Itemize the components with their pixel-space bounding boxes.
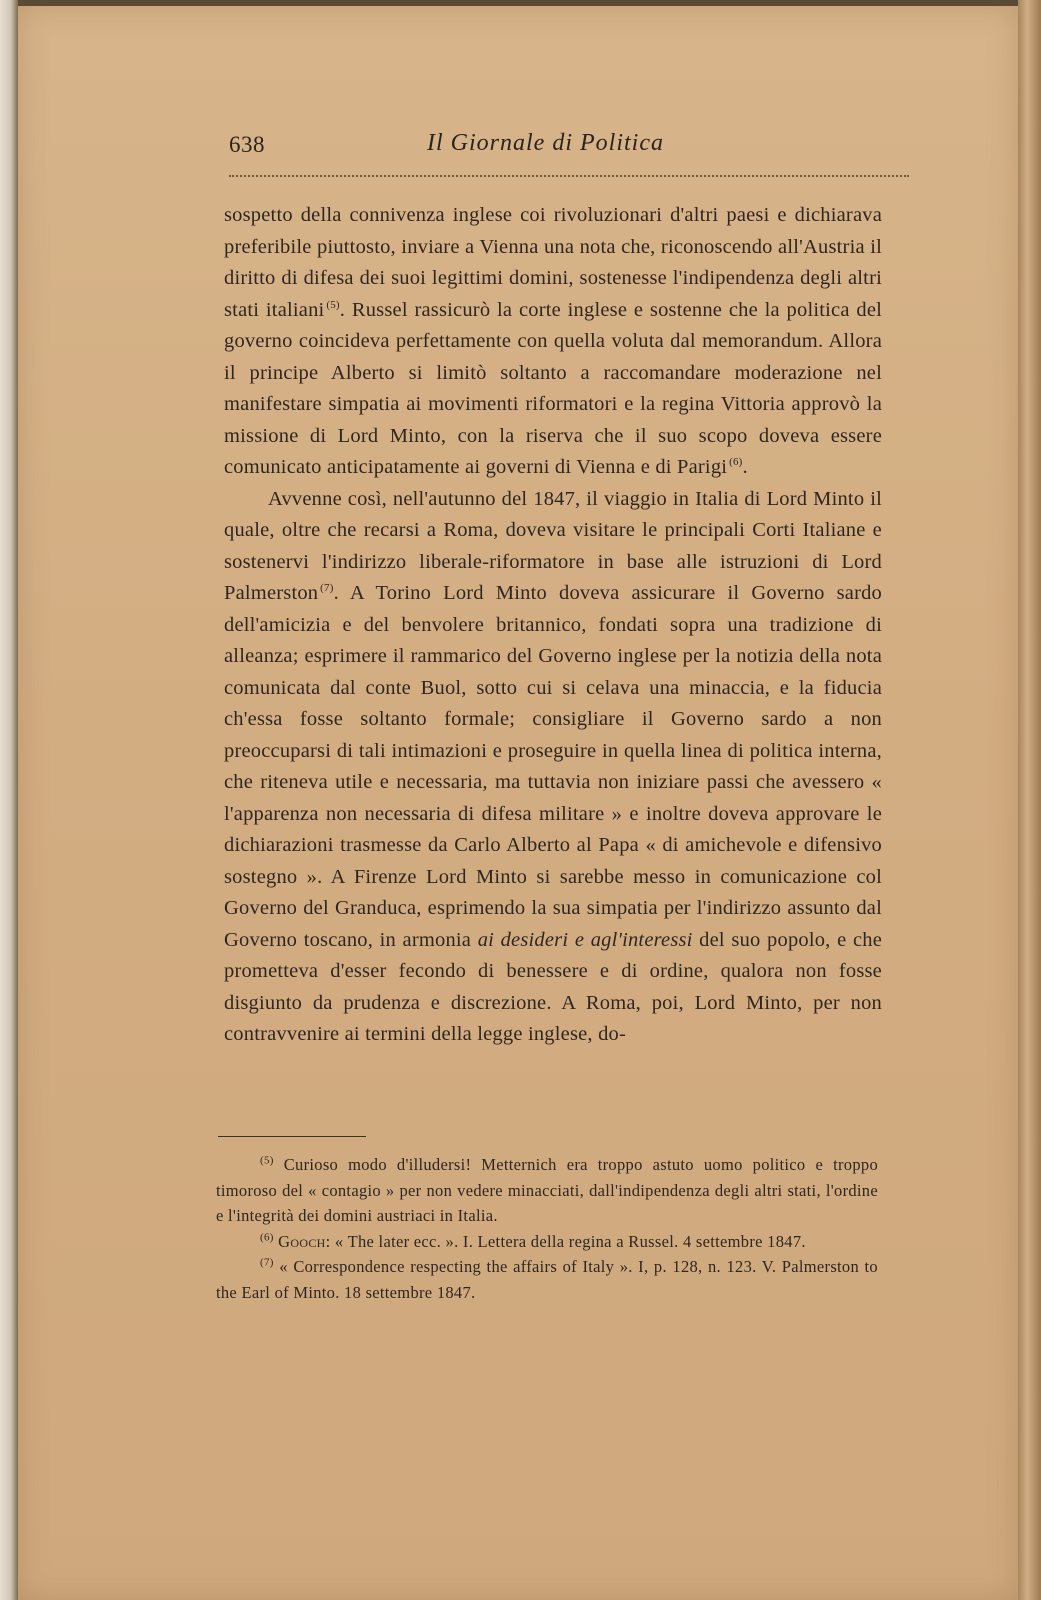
italic-phrase: ai desideri e agl'interessi [477, 928, 693, 951]
page-header [229, 128, 909, 168]
footnote-ref-5: (5) [326, 298, 340, 311]
paragraph-2: Avvenne così, nell'autunno del 1847, il viaggio in Italia di Lord Minto il quale, oltre che recarsi a Roma, doveva visitare le principali Corti Italiane e sostenervi l'indirizzo liberale-riformatore in base alle istruzioni di Lord Palmerston $^{(7)}$. A Torino Lord Minto doveva assicurare il Governo sardo dell'amicizia e del benvolere britannico, fondati sopra una tradizione di alleanza; esprimere il rammarico del Governo inglese per la notizia della nota comunicata dal conte Buol, sotto cui si celava una minaccia, e la fiducia ch'essa fosse soltanto formale; consigliare il Governo sardo a non preoccuparsi di tali intimazioni e proseguire in quella linea di politica interna, che riteneva utile e necessaria, ma tuttavia non iniziare passi che avessero « l'apparenza non necessaria di difesa militare » e inoltre doveva approvare le dichiarazioni trasmesse da Carlo Alberto al Papa « di amichevole e difensivo sostegno ». A Firenze Lord Minto si sarebbe messo in comunicazione col Governo del Granduca, esprimendo la sua simpatia per l'indirizzo assunto dal Governo toscano, in armonia ai desideri e agl'interessi del suo popolo, e che prometteva d'esser fecondo di benessere e di ordine, qualora non fosse disgiunto da prudenza e discrezione. A Roma, poi, Lord Minto, per non contravvenire ai termini della legge inglese, do- [224, 487, 883, 1045]
footnote-7: $^{(7)}$ « Correspondence respecting the affairs of Italy ». I, p. 128, n. 123. V. Palmerston to the Earl of Minto. 18 settembre 1847. [216, 1256, 878, 1302]
paragraph-1: sospetto della connivenza inglese coi rivoluzionari d'altri paesi e dichiarava preferibile piuttosto, inviare a Vienna una nota che, riconoscendo all'Austria il diritto di difesa dei suoi legittimi domini, sostenesse l'indipendenza degli altri stati italiani $^{(5)}$. Russel rassicurò la corte inglese e sostenne che la politica del governo coincideva perfettamente con quella voluta dal memorandum. Allora il principe Alberto si limitò soltanto a raccomandare moderazione nel manifestare simpatia ai movimenti riformatori e la regina Vittoria approvò la missione di Lord Minto, con la riserva che il suo scopo doveva essere comunicato anticipatamente ai governi di Vienna e di Parigi $^{(6)}$. [224, 204, 883, 478]
footnote-6: $^{(6)}$ Gooch: « The later ecc. ». I. Lettera della regina a Russel. 4 settembre 1847. [260, 1231, 806, 1251]
footnotes [216, 1152, 878, 1306]
footnote-rule [218, 1136, 366, 1137]
page-left-edge [0, 0, 18, 1600]
header-dotted-rule [229, 175, 909, 177]
footnote-5: $^{(5)}$ Curioso modo d'illudersi! Metternich era troppo astuto uomo politico e troppo timoroso del « contagio » per non vedere minacciati, dall'indipendenza degli altri stati, l'ordine e l'integrità dei domini austriaci in Italia. [216, 1154, 878, 1226]
footnote-ref-7: (7) [320, 582, 334, 595]
footnote-ref-6: (6) [729, 456, 743, 469]
footnote-author: Gooch [278, 1231, 326, 1251]
running-title: Il Giornale di Politica [427, 130, 664, 156]
page-number: 638 [229, 132, 265, 157]
body-text [224, 200, 882, 1051]
page-right-edge [1018, 0, 1041, 1600]
